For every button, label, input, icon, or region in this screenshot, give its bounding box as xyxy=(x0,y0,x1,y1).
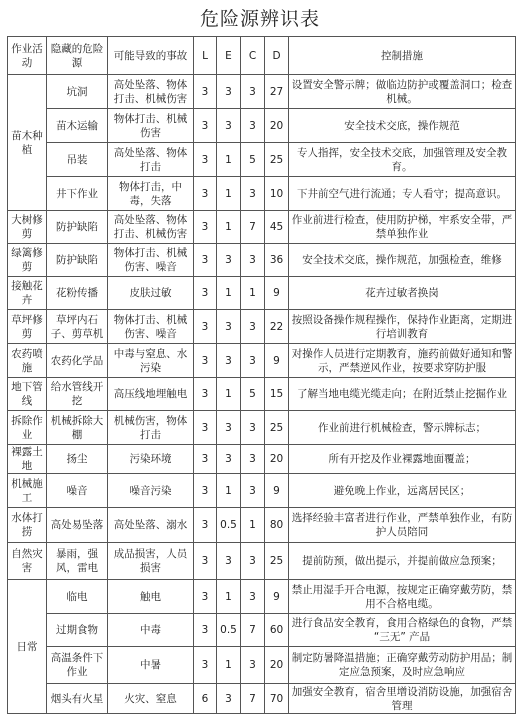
l-value-cell: 3 xyxy=(194,445,217,474)
e-value-cell: 3 xyxy=(217,244,241,277)
control-measure-cell: 了解当地电缆光缆走向；在附近禁止挖掘作业 xyxy=(289,378,516,411)
l-value-cell: 3 xyxy=(194,378,217,411)
table-row xyxy=(8,647,516,684)
d-value-cell: 9 xyxy=(265,474,289,508)
activity-cell: 草坪修剪 xyxy=(8,310,47,344)
table-row xyxy=(8,411,516,445)
activity-cell: 拆除作业 xyxy=(8,411,47,445)
control-measure-cell: 选择经验丰富者进行作业，严禁单独作业，有防护人员陪同 xyxy=(289,508,516,543)
l-value-cell: 3 xyxy=(194,244,217,277)
hazard-cell: 防护缺陷 xyxy=(47,211,108,244)
hazard-cell: 坑洞 xyxy=(47,75,108,109)
control-measure-cell: 所有开挖及作业裸露地面覆盖； xyxy=(289,445,516,474)
accident-cell: 皮肤过敏 xyxy=(108,277,194,310)
c-value-cell: 3 xyxy=(241,647,265,684)
hazard-cell: 烟头有火星 xyxy=(47,684,108,714)
d-value-cell: 25 xyxy=(265,143,289,177)
c-value-cell: 5 xyxy=(241,378,265,411)
table-row xyxy=(8,244,516,277)
c-value-cell: 3 xyxy=(241,580,265,614)
hazard-cell: 吊装 xyxy=(47,143,108,177)
c-value-cell: 3 xyxy=(241,75,265,109)
hazard-cell: 过期食物 xyxy=(47,614,108,647)
e-value-cell: 3 xyxy=(217,684,241,714)
hazard-cell: 给水管线开挖 xyxy=(47,378,108,411)
activity-cell: 大树修剪 xyxy=(8,211,47,244)
c-value-cell: 5 xyxy=(241,143,265,177)
activity-cell: 裸露土地 xyxy=(8,445,47,474)
control-measure-cell: 提前防预，做出提示，并提前做应急预案； xyxy=(289,543,516,580)
hazard-cell: 草坪内石子、剪草机 xyxy=(47,310,108,344)
accident-cell: 高压线地埋触电 xyxy=(108,378,194,411)
c-value-cell: 1 xyxy=(241,277,265,310)
header-accident: 可能导致的事故 xyxy=(108,37,194,75)
control-measure-cell: 对操作人员进行定期教育，施药前做好通知和警示，严禁逆风作业，按要求穿防护服 xyxy=(289,344,516,378)
d-value-cell: 36 xyxy=(265,244,289,277)
c-value-cell: 3 xyxy=(241,109,265,143)
hazard-cell: 苗木运输 xyxy=(47,109,108,143)
accident-cell: 机械伤害，物体打击 xyxy=(108,411,194,445)
l-value-cell: 3 xyxy=(194,543,217,580)
table-row xyxy=(8,684,516,714)
e-value-cell: 0.5 xyxy=(217,614,241,647)
control-measure-cell: 花卉过敏者换岗 xyxy=(289,277,516,310)
e-value-cell: 1 xyxy=(217,580,241,614)
header-D: D xyxy=(265,37,289,75)
activity-cell: 农药喷施 xyxy=(8,344,47,378)
accident-cell: 触电 xyxy=(108,580,194,614)
activity-cell: 接触花卉 xyxy=(8,277,47,310)
l-value-cell: 3 xyxy=(194,177,217,211)
d-value-cell: 9 xyxy=(265,580,289,614)
hazard-cell: 临电 xyxy=(47,580,108,614)
accident-cell: 物体打击、机械伤害、噪音 xyxy=(108,310,194,344)
table-row xyxy=(8,580,516,614)
table-row xyxy=(8,75,516,109)
table-row xyxy=(8,344,516,378)
control-measure-cell: 下井前空气进行流通；专人看守；提高意识。 xyxy=(289,177,516,211)
table-row xyxy=(8,474,516,508)
table-row xyxy=(8,109,516,143)
header-row xyxy=(8,37,516,75)
l-value-cell: 3 xyxy=(194,647,217,684)
d-value-cell: 15 xyxy=(265,378,289,411)
table-row xyxy=(8,614,516,647)
header-L: L xyxy=(194,37,217,75)
accident-cell: 火灾、窒息 xyxy=(108,684,194,714)
e-value-cell: 3 xyxy=(217,75,241,109)
l-value-cell: 3 xyxy=(194,75,217,109)
accident-cell: 高处坠落、物体打击、机械伤害 xyxy=(108,211,194,244)
d-value-cell: 70 xyxy=(265,684,289,714)
accident-cell: 物体打击、机械伤害、噪音 xyxy=(108,244,194,277)
l-value-cell: 3 xyxy=(194,310,217,344)
l-value-cell: 6 xyxy=(194,684,217,714)
activity-cell: 机械施工 xyxy=(8,474,47,508)
l-value-cell: 3 xyxy=(194,411,217,445)
header-hazard: 隐藏的危险源 xyxy=(47,37,108,75)
header-control: 控制措施 xyxy=(289,37,516,75)
c-value-cell: 3 xyxy=(241,177,265,211)
d-value-cell: 27 xyxy=(265,75,289,109)
d-value-cell: 20 xyxy=(265,647,289,684)
hazard-cell: 高温条件下作业 xyxy=(47,647,108,684)
c-value-cell: 3 xyxy=(241,344,265,378)
e-value-cell: 3 xyxy=(217,310,241,344)
e-value-cell: 3 xyxy=(217,109,241,143)
accident-cell: 中毒与窒息、水污染 xyxy=(108,344,194,378)
c-value-cell: 7 xyxy=(241,684,265,714)
activity-cell: 日常 xyxy=(8,580,47,714)
l-value-cell: 3 xyxy=(194,109,217,143)
accident-cell: 物体打击，中毒，失落 xyxy=(108,177,194,211)
hazard-cell: 井下作业 xyxy=(47,177,108,211)
d-value-cell: 60 xyxy=(265,614,289,647)
header-C: C xyxy=(241,37,265,75)
accident-cell: 高处坠落、溺水 xyxy=(108,508,194,543)
table-row xyxy=(8,211,516,244)
l-value-cell: 3 xyxy=(194,580,217,614)
c-value-cell: 7 xyxy=(241,614,265,647)
accident-cell: 中暑 xyxy=(108,647,194,684)
accident-cell: 中毒 xyxy=(108,614,194,647)
control-measure-cell: 作业前进行检查，使用防护梯，牢系安全带，严禁单独作业 xyxy=(289,211,516,244)
hazard-cell: 花粉传播 xyxy=(47,277,108,310)
d-value-cell: 10 xyxy=(265,177,289,211)
e-value-cell: 1 xyxy=(217,177,241,211)
table-row xyxy=(8,445,516,474)
control-measure-cell: 设置安全警示牌；做临边防护或覆盖洞口；检查机械。 xyxy=(289,75,516,109)
e-value-cell: 3 xyxy=(217,411,241,445)
l-value-cell: 3 xyxy=(194,344,217,378)
control-measure-cell: 加强安全教育，宿舍里增设消防设施，加强宿舍管理 xyxy=(289,684,516,714)
table-row xyxy=(8,310,516,344)
d-value-cell: 22 xyxy=(265,310,289,344)
hazard-table xyxy=(7,36,516,714)
control-measure-cell: 安全技术交底，操作规范，加强检查，维修 xyxy=(289,244,516,277)
e-value-cell: 1 xyxy=(217,211,241,244)
accident-cell: 高处坠落、物体打击、机械伤害 xyxy=(108,75,194,109)
l-value-cell: 3 xyxy=(194,614,217,647)
control-measure-cell: 作业前进行机械检查，警示牌标志； xyxy=(289,411,516,445)
accident-cell: 成品损害，人员损害 xyxy=(108,543,194,580)
control-measure-cell: 制定防暑降温措施；正确穿戴劳动防护用品；制定应急预案，及时应急响应 xyxy=(289,647,516,684)
control-measure-cell: 避免晚上作业，远离居民区； xyxy=(289,474,516,508)
activity-cell: 水体打捞 xyxy=(8,508,47,543)
e-value-cell: 3 xyxy=(217,344,241,378)
table-row xyxy=(8,143,516,177)
accident-cell: 高处坠落、物体打击 xyxy=(108,143,194,177)
e-value-cell: 3 xyxy=(217,445,241,474)
l-value-cell: 3 xyxy=(194,143,217,177)
e-value-cell: 3 xyxy=(217,543,241,580)
d-value-cell: 20 xyxy=(265,445,289,474)
c-value-cell: 3 xyxy=(241,244,265,277)
hazard-cell: 扬尘 xyxy=(47,445,108,474)
hazard-cell: 防护缺陷 xyxy=(47,244,108,277)
e-value-cell: 1 xyxy=(217,143,241,177)
d-value-cell: 25 xyxy=(265,543,289,580)
l-value-cell: 3 xyxy=(194,277,217,310)
d-value-cell: 9 xyxy=(265,277,289,310)
d-value-cell: 9 xyxy=(265,344,289,378)
e-value-cell: 1 xyxy=(217,474,241,508)
c-value-cell: 7 xyxy=(241,211,265,244)
l-value-cell: 3 xyxy=(194,474,217,508)
header-E: E xyxy=(217,37,241,75)
control-measure-cell: 进行食品安全教育，食用合格绿色的食物，严禁 “三无” 产品 xyxy=(289,614,516,647)
activity-cell: 苗木种植 xyxy=(8,75,47,211)
hazard-cell: 噪音 xyxy=(47,474,108,508)
control-measure-cell: 专人指挥，安全技术交底，加强管理及安全教育。 xyxy=(289,143,516,177)
activity-cell: 自然灾害 xyxy=(8,543,47,580)
e-value-cell: 1 xyxy=(217,277,241,310)
d-value-cell: 45 xyxy=(265,211,289,244)
control-measure-cell: 按照设备操作规程操作，保持作业距离，定期进行培训教育 xyxy=(289,310,516,344)
table-row xyxy=(8,277,516,310)
e-value-cell: 0.5 xyxy=(217,508,241,543)
table-row xyxy=(8,543,516,580)
l-value-cell: 3 xyxy=(194,211,217,244)
table-row xyxy=(8,378,516,411)
table-body xyxy=(8,75,516,714)
hazard-cell: 机械拆除大棚 xyxy=(47,411,108,445)
c-value-cell: 1 xyxy=(241,508,265,543)
c-value-cell: 3 xyxy=(241,310,265,344)
hazard-cell: 高处易坠落 xyxy=(47,508,108,543)
accident-cell: 噪音污染 xyxy=(108,474,194,508)
activity-cell: 地下管线 xyxy=(8,378,47,411)
hazard-cell: 农药化学品 xyxy=(47,344,108,378)
c-value-cell: 3 xyxy=(241,543,265,580)
hazard-cell: 暴雨，强风，雷电 xyxy=(47,543,108,580)
table-row xyxy=(8,508,516,543)
c-value-cell: 3 xyxy=(241,445,265,474)
l-value-cell: 3 xyxy=(194,508,217,543)
page-title: 危险源辨识表 xyxy=(199,8,320,30)
header-activity: 作业活动 xyxy=(8,37,47,75)
activity-cell: 绿篱修剪 xyxy=(8,244,47,277)
d-value-cell: 20 xyxy=(265,109,289,143)
table-row xyxy=(8,177,516,211)
c-value-cell: 3 xyxy=(241,474,265,508)
e-value-cell: 1 xyxy=(217,378,241,411)
accident-cell: 污染环境 xyxy=(108,445,194,474)
d-value-cell: 25 xyxy=(265,411,289,445)
control-measure-cell: 安全技术交底，操作规范 xyxy=(289,109,516,143)
accident-cell: 物体打击、机械伤害 xyxy=(108,109,194,143)
e-value-cell: 1 xyxy=(217,647,241,684)
c-value-cell: 3 xyxy=(241,411,265,445)
d-value-cell: 80 xyxy=(265,508,289,543)
control-measure-cell: 禁止用湿手开合电源，按规定正确穿戴劳防，禁用不合格电缆。 xyxy=(289,580,516,614)
